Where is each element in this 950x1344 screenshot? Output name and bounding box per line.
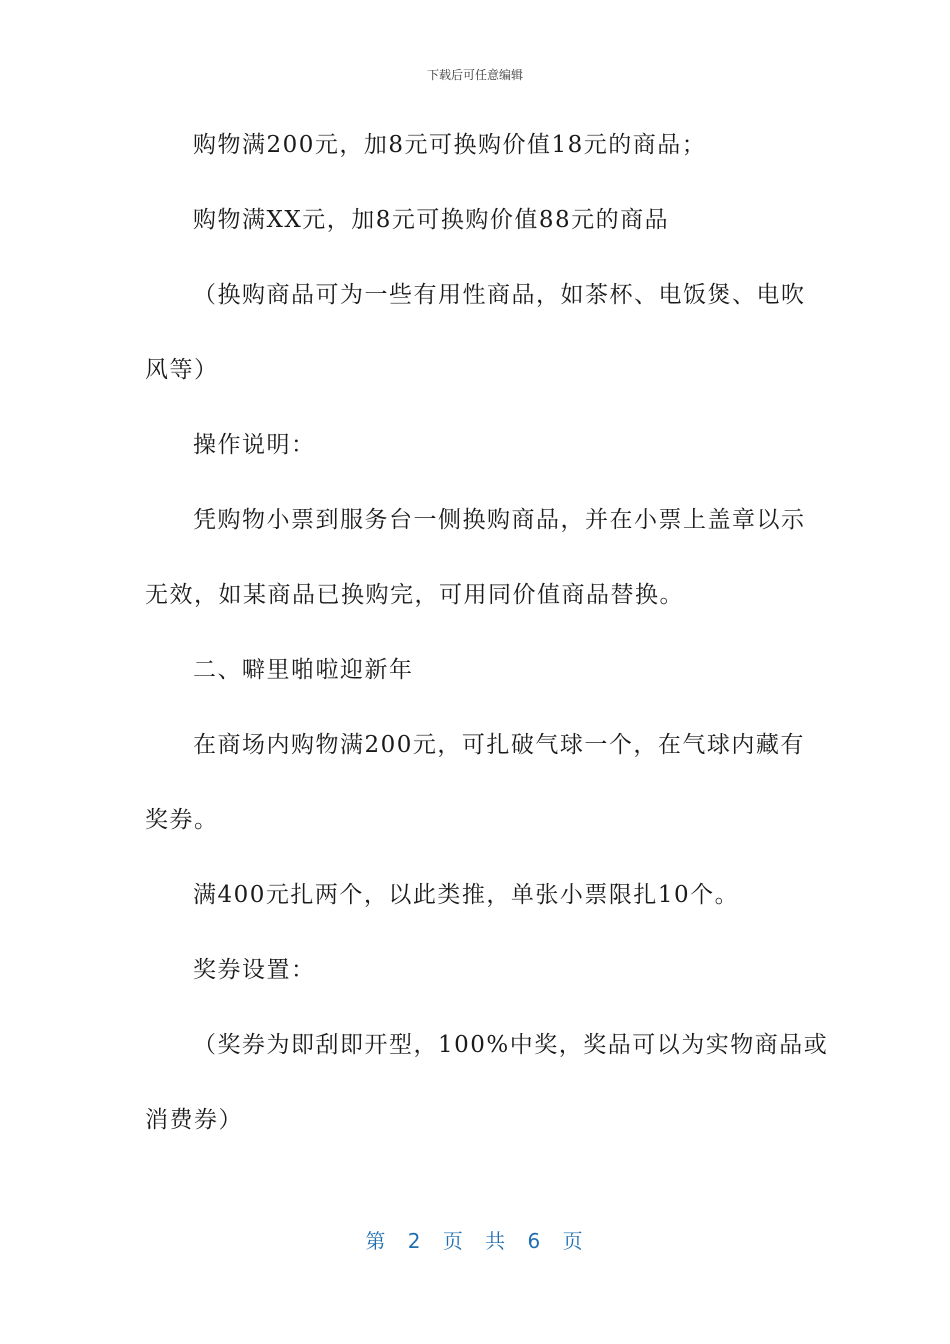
paragraph-line: 奖券。 bbox=[145, 807, 219, 833]
paragraph-line: 消费券） bbox=[145, 1107, 243, 1133]
footer-suffix: 页 bbox=[562, 1229, 585, 1253]
footer-page-number: 2 bbox=[407, 1229, 423, 1253]
paragraph-line: 风等） bbox=[145, 357, 219, 383]
paragraph-line: （换购商品可为一些有用性商品，如茶杯、电饭煲、电吹 bbox=[193, 282, 806, 308]
paragraph-line: 凭购物小票到服务台一侧换购商品，并在小票上盖章以示 bbox=[193, 507, 806, 533]
paragraph-line: 满400元扎两个，以此类推，单张小票限扎10个。 bbox=[193, 882, 740, 908]
paragraph-line: 奖券设置： bbox=[193, 957, 316, 983]
paragraph-line: 操作说明： bbox=[193, 432, 316, 458]
page-header: 下载后可任意编辑 bbox=[426, 68, 523, 82]
footer-middle: 页 共 bbox=[442, 1229, 508, 1253]
paragraph-line: 购物满200元，加8元可换购价值18元的商品； bbox=[193, 132, 707, 158]
page-footer bbox=[0, 1225, 950, 1254]
paragraph-line: （奖券为即刮即开型，100%中奖，奖品可以为实物商品或 bbox=[193, 1032, 829, 1058]
section-heading: 二、噼里啪啦迎新年 bbox=[193, 657, 414, 683]
footer-prefix: 第 bbox=[365, 1229, 388, 1253]
paragraph-line: 无效，如某商品已换购完，可用同价值商品替换。 bbox=[145, 582, 684, 608]
paragraph-line: 购物满XX元，加8元可换购价值88元的商品 bbox=[193, 207, 670, 233]
footer-total-pages: 6 bbox=[527, 1229, 543, 1253]
paragraph-line: 在商场内购物满200元，可扎破气球一个，在气球内藏有 bbox=[193, 732, 805, 758]
